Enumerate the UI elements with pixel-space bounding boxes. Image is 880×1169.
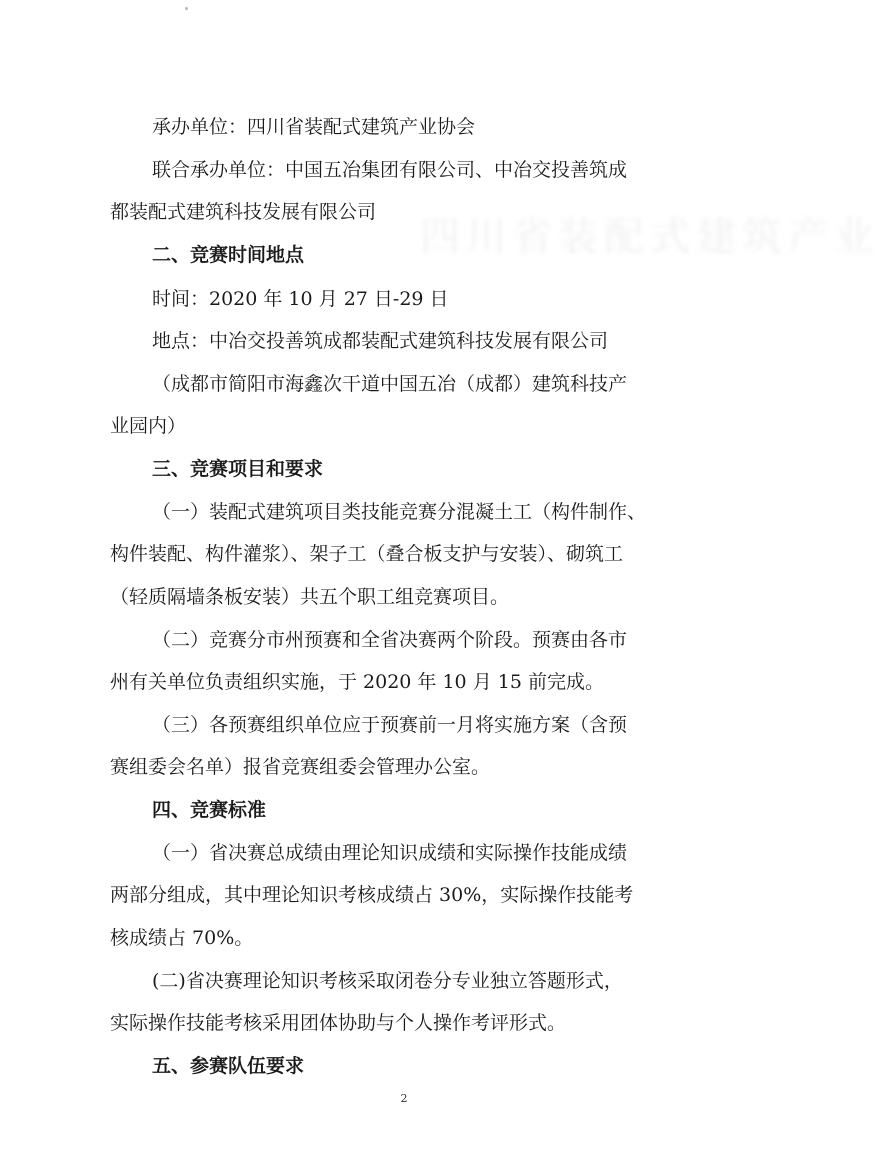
bleed-through-shadow: 四川省装配式建筑产业 (420, 214, 880, 260)
co-organizer-line: 联合承办单位：中国五冶集团有限公司、中冶交投善筑成 (152, 159, 628, 181)
place-line: 地点：中冶交投善筑成都装配式建筑科技发展有限公司 (152, 330, 609, 352)
section-heading-standards: 四、竞赛标准 (152, 799, 267, 821)
standard-1-line-1: （一）省决赛总成绩由理论知识成绩和实际操作技能成绩 (152, 842, 628, 864)
scan-speck (185, 7, 188, 10)
standard-2-line-1: (二)省决赛理论知识考核采取闭卷分专业独立答题形式， (152, 970, 623, 992)
standard-2-line-2: 实际操作技能考核采用团体协助与个人操作考评形式。 (110, 1012, 567, 1034)
co-organizer-continuation: 都装配式建筑科技发展有限公司 (110, 201, 377, 223)
section-heading-time-place: 二、竞赛时间地点 (152, 244, 305, 266)
item-1-line-3: （轻质隔墙条板安装）共五个职工组竞赛项目。 (110, 586, 510, 608)
standard-1-line-2: 两部分组成，其中理论知识考核成绩占 30%，实际操作技能考 (110, 884, 634, 906)
item-2-line-1: （二）竞赛分市州预赛和全省决赛两个阶段。预赛由各市 (152, 629, 628, 651)
section-heading-teams: 五、参赛队伍要求 (152, 1055, 305, 1077)
organizer-line: 承办单位：四川省装配式建筑产业协会 (152, 116, 476, 138)
standard-1-line-3: 核成绩占 70%。 (110, 927, 254, 949)
item-1-line-1: （一）装配式建筑项目类技能竞赛分混凝土工（构件制作、 (152, 501, 647, 523)
item-1-line-2: 构件装配、构件灌浆）、架子工（叠合板支护与安装）、砌筑工 (110, 543, 624, 565)
time-line: 时间：2020 年 10 月 27 日-29 日 (152, 288, 449, 310)
section-heading-items: 三、竞赛项目和要求 (152, 458, 324, 480)
item-3-line-1: （三）各预赛组织单位应于预赛前一月将实施方案（含预 (152, 714, 628, 736)
address-continuation: 业园内） (110, 415, 187, 437)
item-2-line-2: 州有关单位负责组织实施，于 2020 年 10 月 15 前完成。 (110, 671, 604, 693)
page-number: 2 (400, 1092, 408, 1105)
address-line: （成都市简阳市海鑫次干道中国五冶（成都）建筑科技产 (152, 373, 628, 395)
item-3-line-2: 赛组委会名单）报省竞赛组委会管理办公室。 (110, 756, 491, 778)
